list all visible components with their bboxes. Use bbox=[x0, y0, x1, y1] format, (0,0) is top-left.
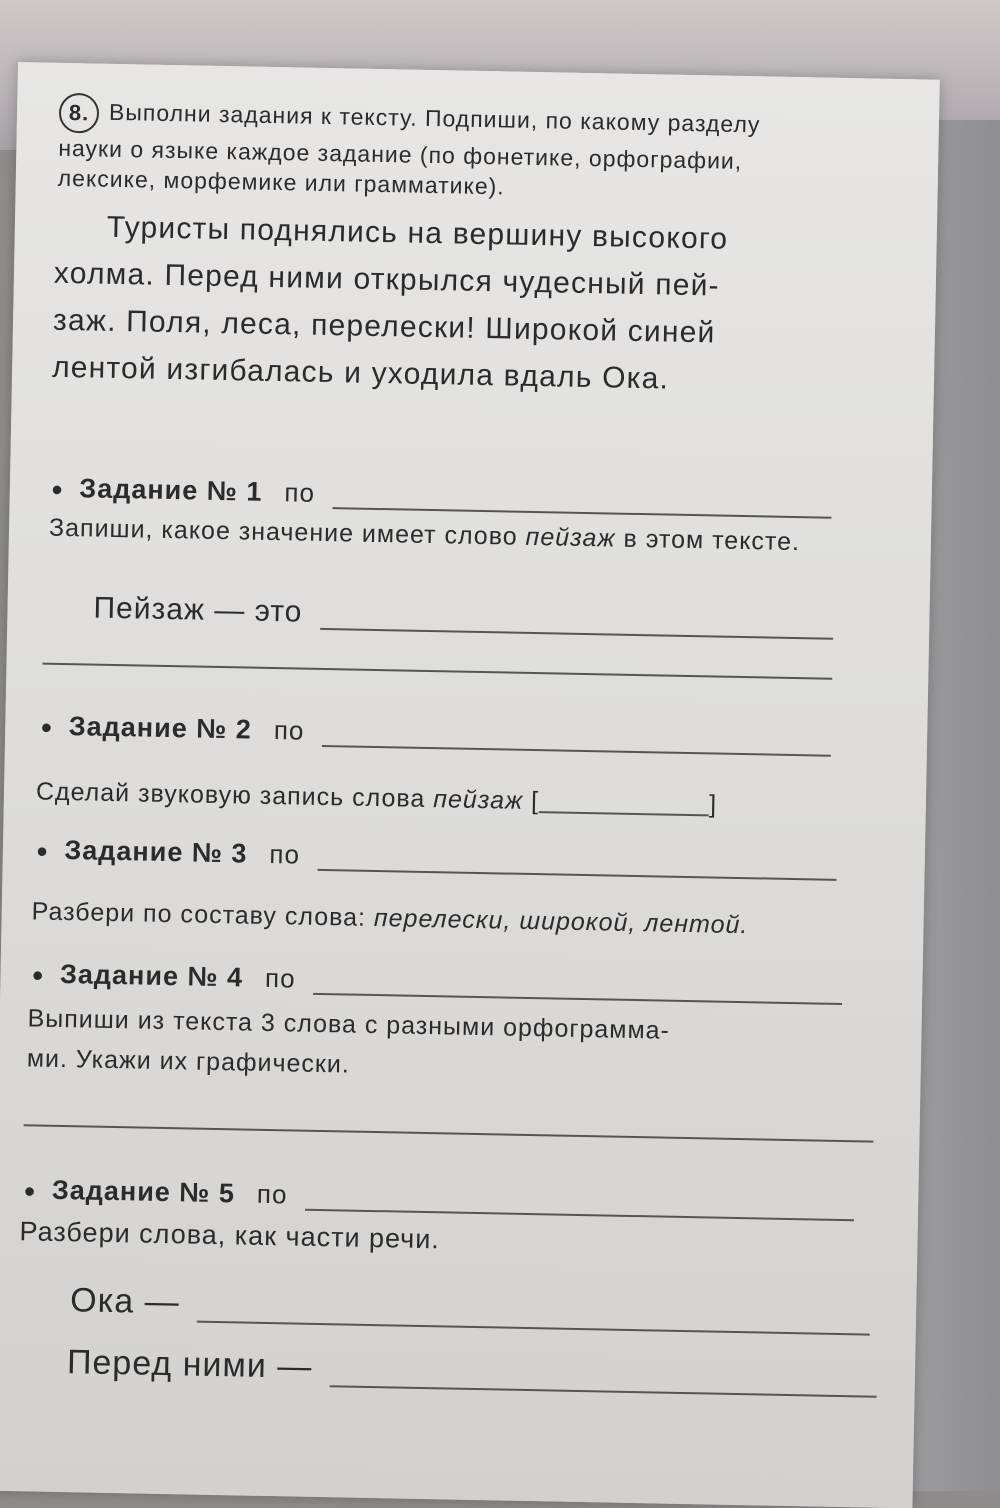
task-po: по bbox=[273, 715, 305, 746]
task-po: по bbox=[256, 1178, 288, 1210]
task-text-line: ми. Укажи их графически. bbox=[26, 1044, 351, 1079]
task-text-line: Выпиши из текста 3 слова с разными орфограмма- bbox=[27, 1004, 671, 1045]
task-text-emphasis: пейзаж bbox=[432, 785, 524, 815]
task-title: Задание № 4 bbox=[59, 958, 244, 993]
task-title: Задание № 2 bbox=[68, 711, 253, 745]
transcription-field[interactable] bbox=[539, 792, 709, 817]
task-text-part: Запиши, какое значение имеет слово bbox=[48, 513, 526, 551]
answer-line[interactable] bbox=[330, 1365, 877, 1397]
task-po: по bbox=[284, 477, 316, 508]
task-1-heading bbox=[52, 473, 832, 519]
exercise-number: 8. bbox=[59, 93, 100, 134]
task-po: по bbox=[264, 962, 296, 994]
answer-line-full[interactable] bbox=[42, 661, 832, 680]
bullet-icon: • bbox=[32, 959, 45, 993]
task-text-emphasis: пейзаж bbox=[525, 522, 616, 553]
task-title: Задание № 3 bbox=[64, 835, 248, 869]
task-1-text bbox=[49, 511, 840, 560]
task-5-answer-1 bbox=[70, 1281, 871, 1335]
story-line: лентой изгибалась и уходила вдаль Ока. bbox=[51, 350, 670, 396]
answer-label: Ока — bbox=[69, 1281, 181, 1322]
task-3-text bbox=[31, 894, 852, 944]
topic-answer-line[interactable] bbox=[305, 1189, 854, 1222]
task-po: по bbox=[269, 838, 301, 870]
answer-label: Пейзаж — это bbox=[93, 591, 303, 629]
answer-line[interactable] bbox=[197, 1301, 870, 1336]
answer-label: Перед ними — bbox=[66, 1343, 313, 1386]
task-text-part: Сделай звуковую запись слова bbox=[35, 777, 434, 814]
task-text-part: Разбери слова, как части речи. bbox=[19, 1216, 441, 1255]
story-line: холма. Перед ними открылся чудесный пей- bbox=[53, 256, 721, 303]
answer-line-full[interactable] bbox=[24, 1122, 874, 1142]
exercise-instruction bbox=[57, 93, 819, 208]
bullet-icon: • bbox=[51, 473, 64, 507]
task-title: Задание № 5 bbox=[51, 1174, 236, 1209]
task-5-heading bbox=[24, 1174, 854, 1221]
task-5-answer-2 bbox=[67, 1343, 878, 1398]
task-5-text bbox=[19, 1214, 849, 1264]
bracket-open: [ bbox=[530, 786, 540, 816]
topic-answer-line[interactable] bbox=[322, 725, 831, 757]
task-4-heading bbox=[32, 958, 842, 1005]
task-title: Задание № 1 bbox=[79, 473, 263, 507]
task-text-part: в этом тексте. bbox=[615, 524, 801, 557]
task-text-emphasis: перелески, широкой, лентой. bbox=[373, 903, 749, 940]
task-2-text bbox=[36, 774, 837, 823]
task-1-answer bbox=[93, 592, 834, 640]
task-4-text bbox=[26, 998, 857, 1094]
task-text-part: Разбери по составу слова: bbox=[31, 897, 375, 932]
answer-line[interactable] bbox=[320, 608, 833, 640]
bullet-icon: • bbox=[23, 1175, 37, 1209]
bullet-icon: • bbox=[36, 835, 49, 869]
story-text bbox=[52, 203, 835, 406]
task-3-heading bbox=[37, 835, 837, 881]
topic-answer-line[interactable] bbox=[313, 973, 842, 1005]
instruction-text: Выполни задания к тексту. Подпиши, по какому разделу науки о языке каждое задание (по фонетике, орфографии, лексике, морфемике или грамматике). bbox=[57, 98, 761, 200]
workbook-page bbox=[0, 62, 940, 1508]
story-line: Туристы поднялись на вершину высокого bbox=[106, 210, 729, 256]
topic-answer-line[interactable] bbox=[318, 849, 837, 881]
task-2-heading bbox=[41, 711, 831, 757]
bullet-icon: • bbox=[40, 711, 54, 745]
story-line: заж. Поля, леса, перелески! Широкой синей bbox=[52, 303, 716, 350]
topic-answer-line[interactable] bbox=[333, 487, 832, 519]
bracket-close: ] bbox=[708, 790, 718, 819]
